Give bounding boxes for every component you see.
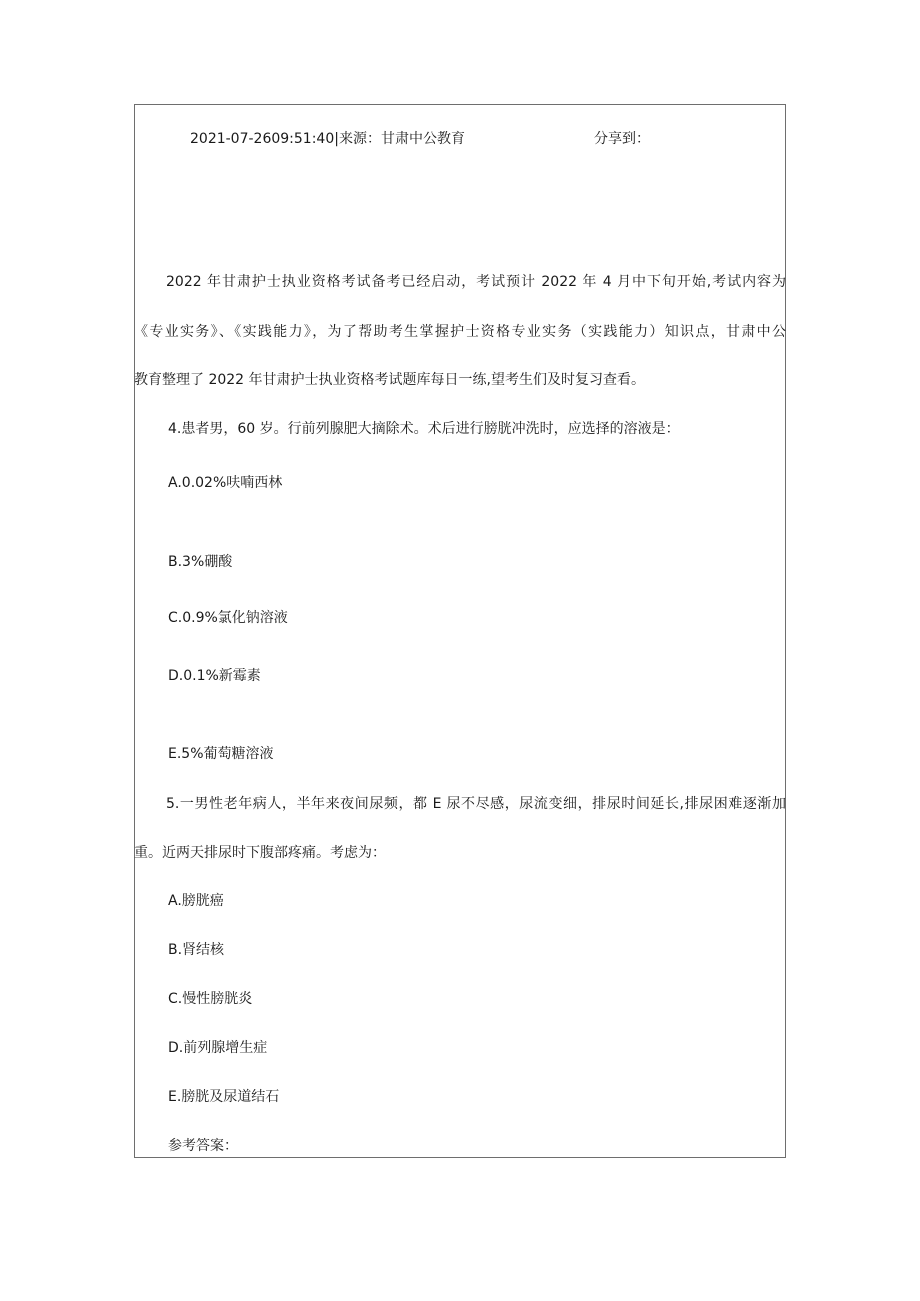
q5-option-c: C.慢性膀胱炎 [168,991,253,1007]
q5-option-a: A.膀胱癌 [168,893,224,909]
q4-option-d: D.0.1%新霉素 [168,668,261,684]
question-4-stem: 4.患者男，60 岁。行前列腺肥大摘除术。术后进行膀胱冲洗时，应选择的溶液是： [168,421,680,437]
q4-option-a: A.0.02%呋喃西林 [168,475,283,491]
intro-line-1: 2022 年甘肃护士执业资格考试备考已经启动，考试预计 2022 年 4 月中下旬开始,考试内容为 [166,274,786,290]
q4-option-e: E.5%葡萄糖溶液 [168,746,274,762]
q4-option-b: B.3%硼酸 [168,554,233,570]
article-meta: 2021-07-2609:51:40|来源：甘肃中公教育 [190,131,465,147]
q4-option-c: C.0.9%氯化钠溶液 [168,610,288,626]
q5-option-e: E.膀胱及尿道结石 [168,1089,280,1105]
share-label[interactable]: 分享到： [594,131,650,147]
answer-label: 参考答案： [168,1138,238,1154]
question-5-stem-line-2: 重。近两天排尿时下腹部疼痛。考虑为： [134,845,386,861]
intro-line-2: 《专业实务》、《实践能力》，为了帮助考生掌握护士资格专业实务（实践能力）知识点，甘肃中公 [134,324,786,340]
q5-option-d: D.前列腺增生症 [168,1040,268,1056]
question-5-stem-line-1: 5.一男性老年病人，半年来夜间尿频，都 E 尿不尽感，尿流变细，排尿时间延长,排尿困难逐渐加 [166,796,786,812]
intro-line-3: 教育整理了 2022 年甘肃护士执业资格考试题库每日一练,望考生们及时复习查看。 [134,372,645,388]
q5-option-b: B.肾结核 [168,942,225,958]
